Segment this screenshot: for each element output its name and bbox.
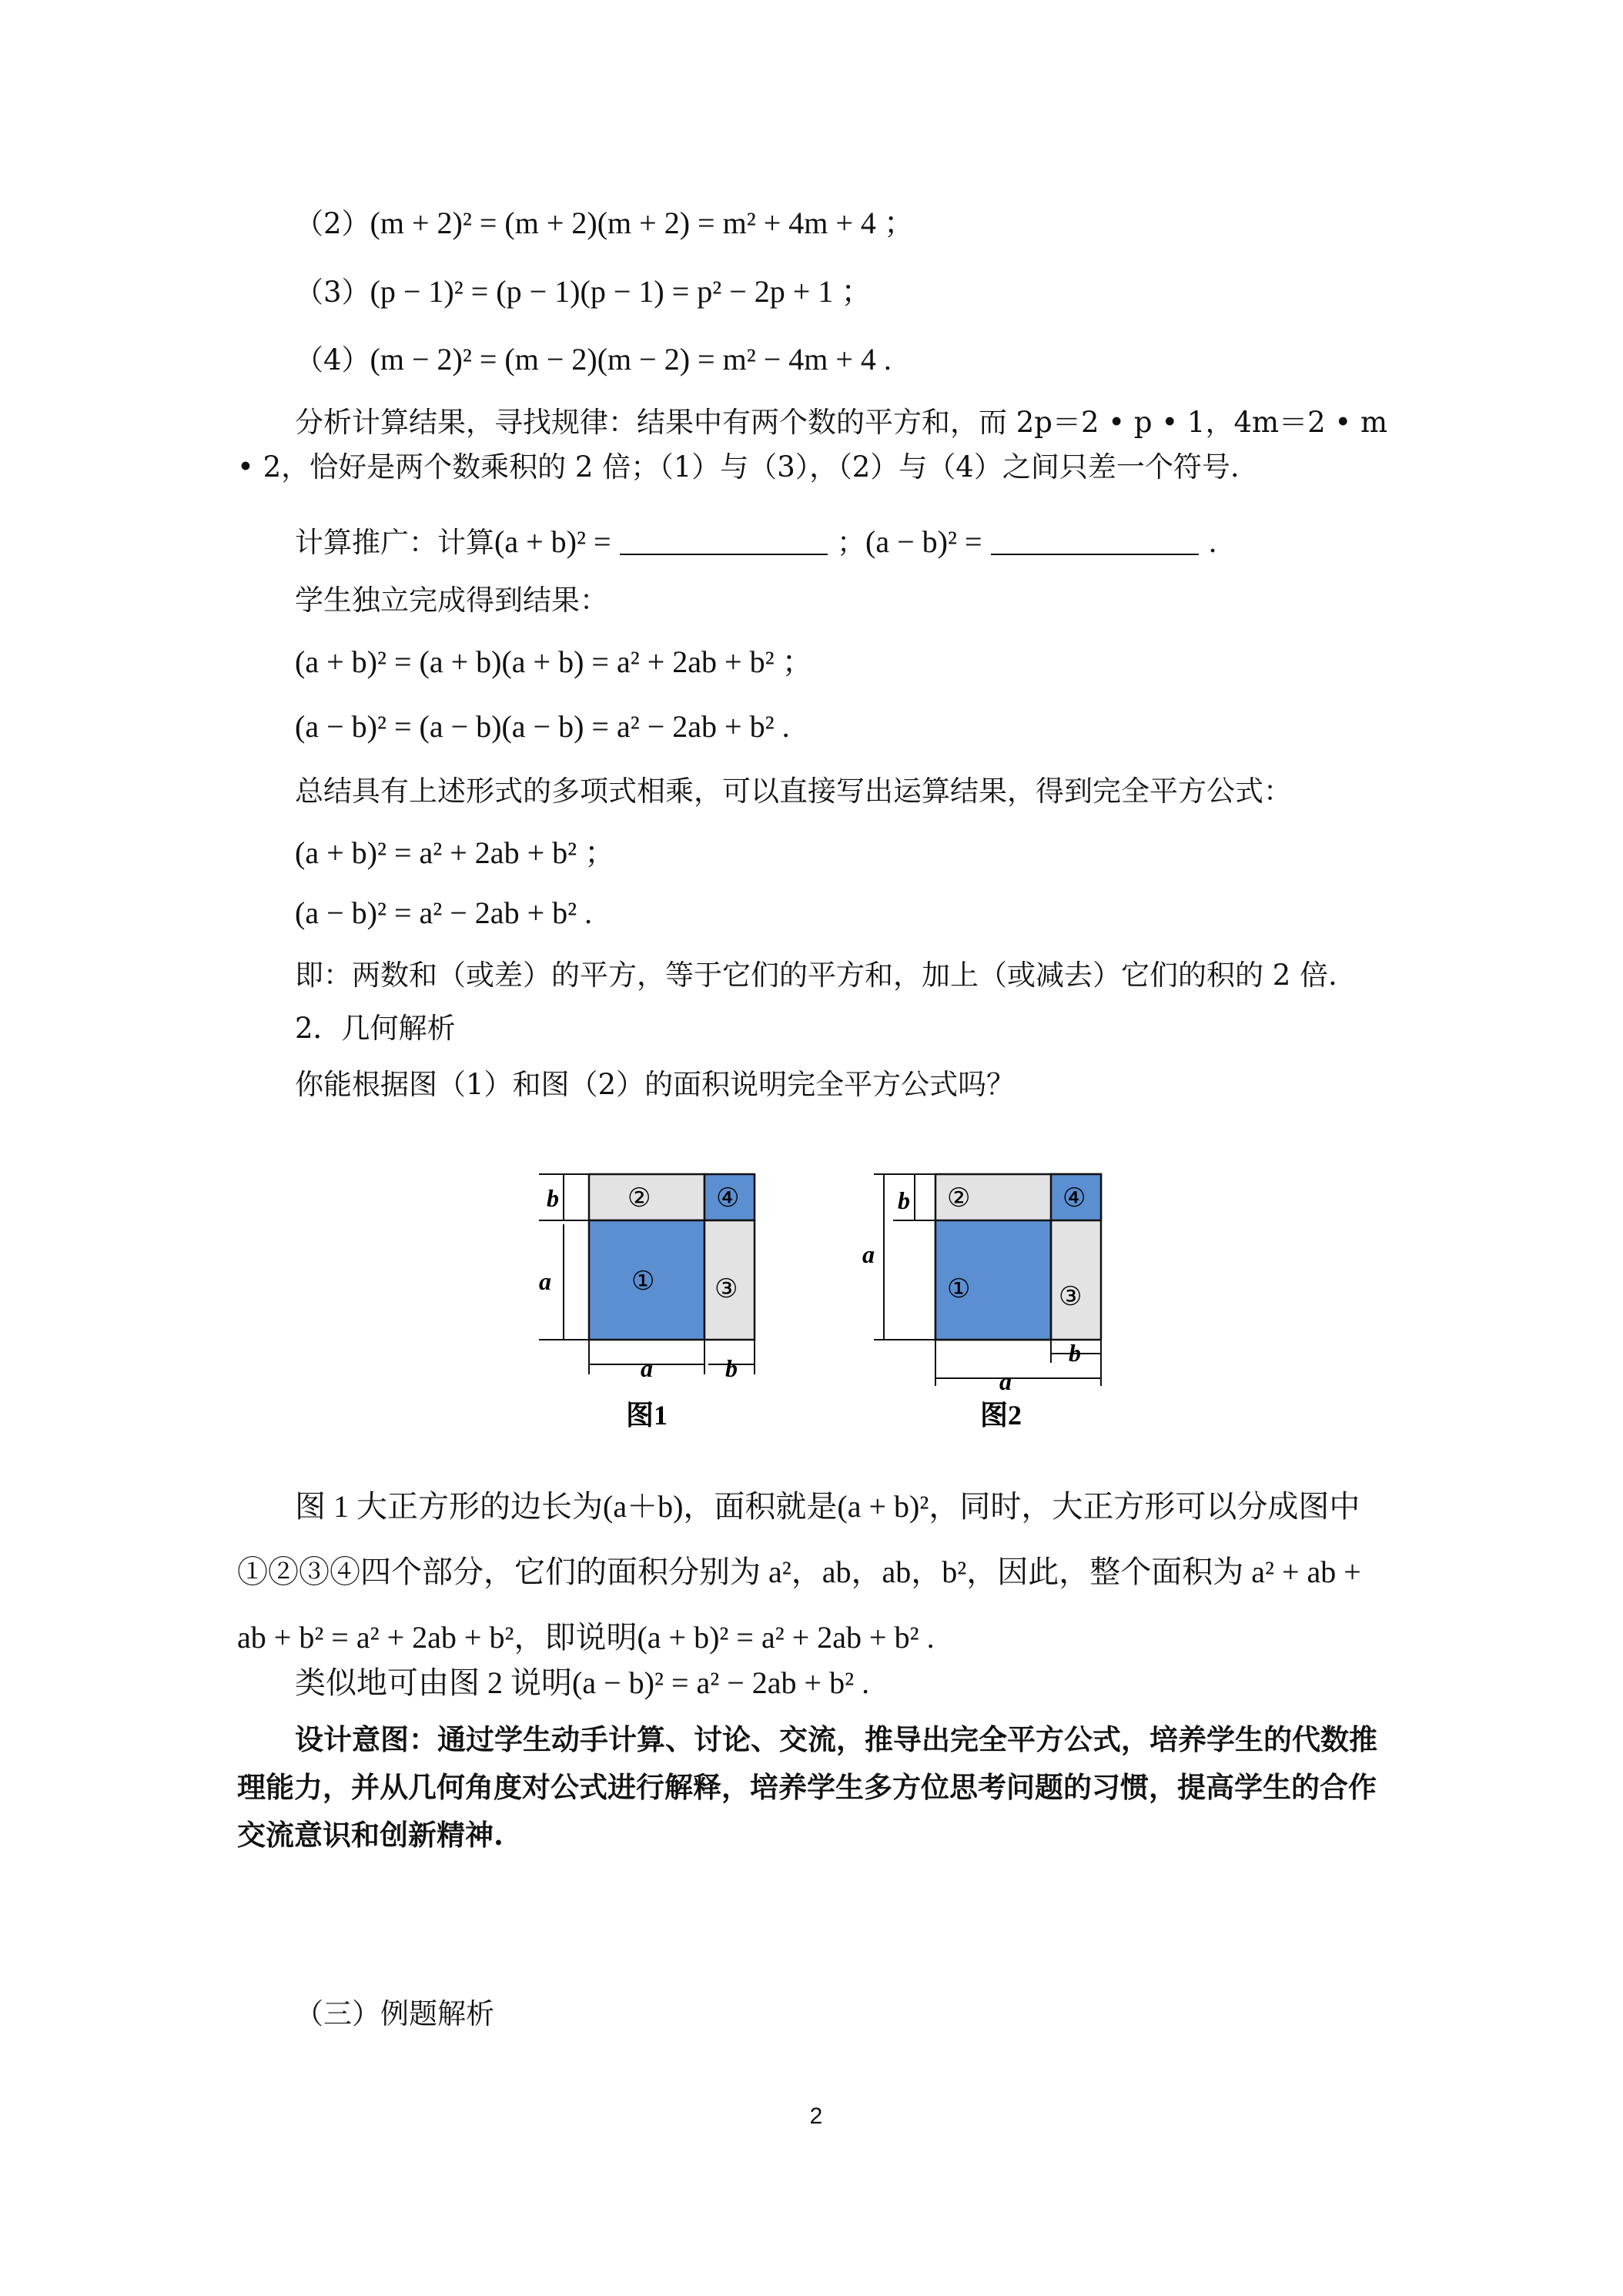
label-a: a — [999, 1367, 1012, 1395]
student-line: 学生独立完成得到结果： — [295, 584, 608, 617]
figure-caption: 图1 — [625, 1400, 668, 1431]
result-line-1: (a + b)² = (a + b)(a + b) = a² + 2ab + b² ； — [295, 644, 813, 679]
formula-diff-square: (a − b)² = a² − 2ab + b² . — [295, 895, 593, 930]
summary-line: 总结具有上述形式的多项式相乘，可以直接写出运算结果，得到完全平方公式： — [295, 775, 1292, 808]
formula-line-3 — [295, 273, 872, 311]
figure-1 — [524, 1163, 770, 1440]
label-a: a — [539, 1267, 551, 1295]
generalize-expr-2: (a − b)² = — [865, 524, 982, 559]
region-label: ③ — [1059, 1283, 1083, 1311]
result-line-2: (a − b)² = (a − b)(a − b) = a² − 2ab + b² . — [295, 709, 790, 744]
analysis-paragraph: 分析计算结果，寻找规律：结果中有两个数的平方和，而 2p＝2 • p • 1，4m＝2 • m • 2，恰好是两个数乘积的 2 倍；（1）与（3），（2）与（4）之间只差一个符号. — [237, 406, 1388, 484]
label-b: b — [547, 1184, 559, 1212]
region-label: ④ — [716, 1184, 740, 1213]
item-label: （2） — [295, 207, 370, 240]
geometry-question: 你能根据图（1）和图（2）的面积说明完全平方公式吗？ — [295, 1068, 1016, 1101]
formula: (m − 2)² = (m − 2)(m − 2) = m² − 4m + 4 . — [370, 342, 892, 377]
section-heading-geometry: 2．几何解析 — [295, 1012, 456, 1045]
formula-line-4 — [295, 341, 892, 379]
item-label: （3） — [295, 276, 370, 309]
formula: (m + 2)² = (m + 2)(m + 2) = m² + 4m + 4 ； — [370, 206, 915, 240]
label-a: a — [862, 1240, 875, 1268]
answer-blank-2[interactable] — [991, 526, 1199, 555]
label-b: b — [1069, 1339, 1081, 1367]
region-label: ③ — [714, 1275, 738, 1304]
formula-sum-square: (a + b)² = a² + 2ab + b² ； — [295, 835, 616, 870]
label-b: b — [725, 1354, 738, 1382]
design-intent: 设计意图：通过学生动手计算、讨论、交流，推导出完全平方公式，培养学生的代数推理能力，并从几何角度对公式进行解释，培养学生多方位思考问题的习惯，提高学生的合作交流意识和创新精神. — [237, 1722, 1377, 1852]
generalize-separator: ； — [837, 526, 866, 559]
section-heading-examples: （三）例题解析 — [295, 1997, 494, 2030]
explanation-figure-1: 图 1 大正方形的边长为(a＋b)，面积就是(a + b)²，同时，大正方形可以分成图中①②③④四个部分，它们的面积分别为 a²，ab，ab，b²，因此，整个面积为 a² + ab + ab + b² = a² + 2ab + b²，即说明(a + b)² = a² + 2ab + b² . — [237, 1489, 1361, 1655]
region-label: ② — [947, 1184, 971, 1213]
generalize-prefix: 计算推广：计算 — [295, 526, 494, 559]
generalize-end: . — [1208, 526, 1217, 559]
explanation-figure-2: 类似地可由图 2 说明(a − b)² = a² − 2ab + b² . — [295, 1665, 870, 1700]
region-label: ① — [631, 1267, 655, 1296]
formula-line-2 — [295, 205, 915, 243]
page-number: 2 — [809, 2104, 823, 2129]
generalize-line — [295, 524, 1217, 561]
answer-blank-1[interactable] — [620, 526, 828, 555]
formula: (p − 1)² = (p − 1)(p − 1) = p² − 2p + 1 ； — [370, 274, 872, 309]
generalize-expr-1: (a + b)² = — [494, 524, 611, 559]
region-label: ① — [947, 1275, 971, 1304]
item-label: （4） — [295, 343, 370, 377]
verbal-statement: 即：两数和（或差）的平方，等于它们的平方和，加上（或减去）它们的积的 2 倍. — [295, 959, 1337, 992]
label-a: a — [641, 1354, 653, 1382]
label-b: b — [898, 1186, 910, 1214]
figure-caption: 图2 — [979, 1400, 1022, 1431]
region-label: ④ — [1062, 1184, 1086, 1213]
region-label: ② — [627, 1184, 651, 1213]
figure-2 — [862, 1163, 1109, 1440]
